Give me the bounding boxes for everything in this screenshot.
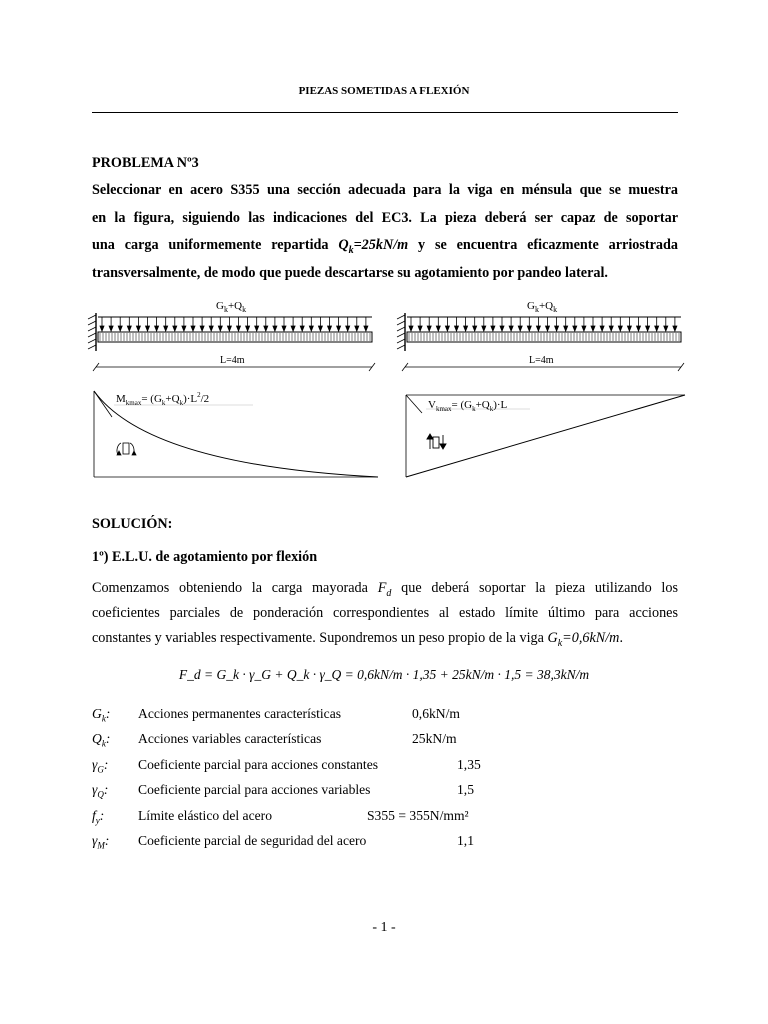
load-label-right: $G_k+Q_k$	[527, 300, 558, 314]
definition-description: Límite elástico del acero	[138, 808, 272, 823]
definition-symbol: $G_k$:	[92, 706, 111, 724]
problem-line-3-pre: una carga uniformemente repartida	[92, 237, 339, 253]
length-label-right: L=4m	[529, 355, 554, 366]
shear-diagram	[400, 385, 695, 480]
definition-description: Coeficiente parcial para acciones variables	[138, 782, 371, 797]
problem-line-4: transversalmente, de modo que puede descartarse su agotamiento por pandeo lateral.	[92, 265, 608, 281]
page-header-title: PIEZAS SOMETIDAS A FLEXIÓN	[298, 85, 470, 97]
definition-value: 0,6kN/m	[412, 706, 460, 721]
problem-line-3-post: y se encuentra eficazmente arriostrada	[408, 237, 678, 253]
definition-description: Acciones variables características	[138, 731, 322, 746]
step-1-heading: 1º) E.L.U. de agotamiento por flexión	[92, 549, 318, 565]
problem-line-2: en la figura, siguiendo las indicaciones del EC3. La pieza deberá ser capaz de soportar	[92, 210, 678, 226]
distributed-load-arrows	[409, 317, 677, 331]
solution-paragraph-line-2: coeficientes parciales de ponderación correspondientes al estado límite último para acciones	[92, 605, 678, 621]
definition-symbol: $f_y$:	[92, 808, 105, 826]
definition-value: 1,35	[457, 757, 481, 772]
beam-diagram-left	[80, 295, 390, 375]
definition-value: 1,5	[457, 782, 474, 797]
problem-line-1: Seleccionar en acero S355 una sección adecuada para la viga en ménsula que se muestra	[92, 182, 678, 198]
moment-diagram	[88, 385, 388, 480]
fixed-support-hatch	[397, 315, 405, 349]
problem-q-symbol: Q	[338, 237, 349, 253]
definition-description: Acciones permanentes características	[138, 706, 342, 721]
definition-symbol: $Q_k$:	[92, 731, 111, 749]
beam-diagram-right	[395, 295, 695, 375]
problem-q-sub: k	[348, 244, 354, 256]
definition-symbol: $\gamma_M$:	[92, 833, 110, 851]
shear-max-label: $V_{kmax}= (G_k+Q_k)\cdot L$	[428, 399, 508, 413]
load-label-left: $G_k+Q_k$	[216, 300, 247, 314]
load-formula: F_d = G_k · γ_G + Q_k · γ_Q = 0,6kN/m · 1,35 + 25kN/m · 1,5 = 38,3kN/m	[178, 667, 590, 682]
solution-paragraph-line-1: Comenzamos obteniendo la carga mayorada $F_d$ que deberá soportar la pieza utilizando los	[92, 580, 678, 599]
page-number: - 1 -	[372, 920, 396, 935]
problem-q-value: =25kN/m	[353, 237, 409, 253]
definition-value: 25kN/m	[412, 731, 457, 746]
shear-sign-icon	[427, 434, 446, 449]
distributed-load-arrows	[100, 317, 368, 331]
definition-value: 1,1	[457, 833, 474, 848]
definition-description: Coeficiente parcial para acciones constantes	[138, 757, 379, 772]
fixed-support-hatch	[88, 315, 96, 349]
definition-value: S355 = 355N/mm²	[367, 808, 469, 823]
problem-heading: PROBLEMA Nº3	[92, 155, 199, 171]
definition-symbol: $\gamma_Q$:	[92, 782, 109, 800]
length-label-left: L=4m	[220, 355, 245, 366]
moment-max-label: $M_{kmax}= (G_k+Q_k)\cdot L^2/2$	[116, 391, 210, 407]
solution-heading: SOLUCIÓN:	[92, 516, 173, 532]
moment-sign-icon	[117, 443, 136, 455]
definition-symbol: $\gamma_G$:	[92, 757, 109, 775]
definition-description: Coeficiente parcial de seguridad del acero	[138, 833, 367, 848]
solution-paragraph-line-3: constantes y variables respectivamente. Supondremos un peso propio de la viga $G_k=0,6kN/m$.	[92, 630, 623, 649]
header-rule	[92, 112, 678, 113]
